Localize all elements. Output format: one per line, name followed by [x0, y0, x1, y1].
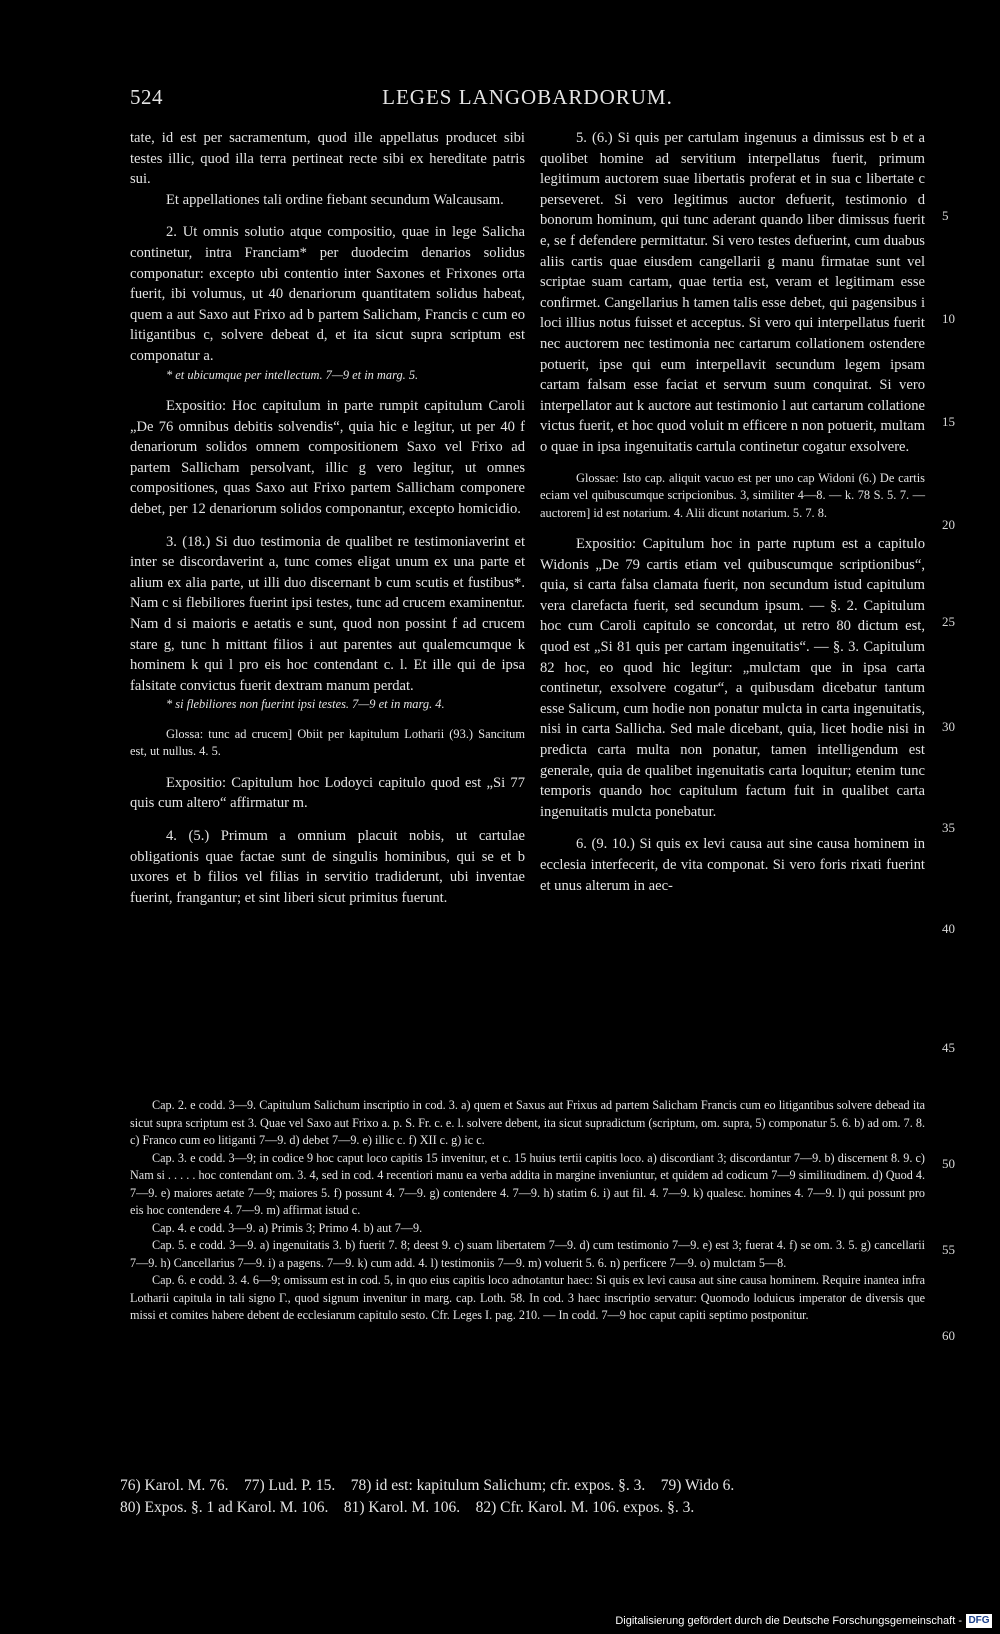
right-column — [540, 128, 925, 896]
paragraph: Et appellationes tali ordine fiebant secundum Walcausam. — [166, 191, 504, 208]
line-number: 20 — [942, 517, 955, 532]
glossa: Glossa: tunc ad crucem] Obiit per kapitulum Lotharii (93.) Sancitum est, ut nullus. 4. 5. — [130, 726, 525, 759]
footer-text: Digitalisierung gefördert durch die Deutsche Forschungsgemeinschaft - — [615, 1615, 962, 1627]
apparatus-entry: Cap. 6. e codd. 3. 4. 6—9; omissum est in cod. 5, in quo eius capitis loco adnotantur haec: Si quis ex levi causa aut sine causa hominem. Require inantea infra Lotharii capitula in tali signo Γ., quod signum invenitur in marg. cap. Loth. 58. In cod. 3 haec inscriptio servatur: Quomodo loduicus imperator de diversis que missi et comites habere debent de ecclesiarum capitulo sesto. Cfr. Leges I. pag. 210. — In codd. 7—9 hoc caput capiti septimo postponitur. — [130, 1273, 925, 1322]
expositio: Expositio: Hoc capitulum in parte rumpit capitulum Caroli „De 76 omnibus debitis solvendis“, quia hic e legitur, ut per 40 f denariorum solidos omnem compositionem Saxo vel Frixo ad partem Sallicham persolvant, illic g vero legitur, ut omnes compositiones, quas Saxo aut Frixo partem Sallicham componere debet, per 12 denariorum solidos componantur, excepto homicidio. — [130, 398, 525, 517]
line-number: 15 — [942, 414, 955, 429]
apparatus-entry: Cap. 2. e codd. 3—9. Capitulum Salichum inscriptio in cod. 3. a) quem et Saxus aut Frixus ad partem Salicham Francis cum eo litigantibus solvere debead ita sicut supra scriptum est 3. Quae vel Saxo aut Frixo a. p. S. Fr. c. e. l. solvere debent, ita sicut supradictum (scriptum, om. supra, 5) componatur 5. 6. b) ad om. 7. 8. c) Franco cum eo litiganti 7—9. d) debet 7—9. e) illic c. f) XII c. g) ic c. — [130, 1098, 925, 1147]
running-title: LEGES LANGOBARDORUM. — [382, 85, 673, 109]
line-number: 45 — [942, 1040, 955, 1055]
page-header — [130, 85, 925, 115]
chapter-2: 2. Ut omnis solutio atque compositio, quae in lege Salicha continetur, intra Franciam* per duodecim denarios solidus componatur: excepto ubi contentio inter Saxones et Frixones orta fuerit, ibi volumus, ut 40 denariorum quantitatem solidus habeat, quem a aut Saxo aut Frixo ad b partem Salicham, Francis c cum eo litigantibus c, solvere debeat d, et ita sicut supra scriptum est componatur a. — [130, 224, 525, 364]
line-number: 25 — [942, 614, 955, 629]
line-number: 5 — [942, 208, 949, 223]
footnote-inline: * et ubicumque per intellectum. 7—9 et in marg. 5. — [166, 367, 419, 382]
apparatus-entry: Cap. 3. e codd. 3—9; in codice 9 hoc caput loco capitis 15 invenitur, et c. 15 huius tertii capitis loco. a) discordiant 3; discordantur 7—9. b) discernent 8. 9. c) Nam si . . . . . hoc contendant om. 3. 4, sed in cod. 4 recentiori manu ea verba addita in margine inveniuntur, et quidem ad codicum 7—9 similitudinem. d) Quod 4. 7—9. e) maiores aetate 7—9; maiores 5. f) possunt 4. 7—9. g) contendere 4. 7—9. h) statim 6. i) aut fil. 4. 7—9. k) qualesc. homines 4. 7—9. l) qui possunt pro eis hoc contendere 4. 7—9. m) affirmat istud c. — [130, 1150, 925, 1217]
chapter-3: 3. (18.) Si duo testimonia de qualibet re testimoniaverint et inter se discordaverint a, tunc comes eligat unum ex una parte et alium ex alia parte, ut illi duo discernant b cum scutis et fustibus*. Nam c si flebiliores fuerint ipsi testes, tunc ad crucem examinentur. Nam d si maioris e aetatis e sunt, quod non possint f ad crucem stare g, tunc h mittant filios i aut parentes aut qualemcumque k hominem k qui l pro eis hoc contendant c. l. Et ille qui de ipsa falsitate convictus fuerit dextram manum perdat. — [130, 533, 525, 694]
glossae: Glossae: Isto cap. aliquit vacuo est per uno cap Widoni (6.) De cartis eciam vel quibuscumque scripcionibus. 3, similiter 4—8. — k. 78 S. 5. 7. — auctorem] id est notarium. 4. Alii dicunt notarium. 5. 7. 8. — [540, 470, 925, 520]
expositio: Expositio: Capitulum hoc Lodoyci capitulo quod est „Si 77 quis cum altero“ affirmatur m. — [130, 774, 525, 812]
chapter-5: 5. (6.) Si quis per cartulam ingenuus a dimissus est b et a quolibet homine ad servitium interpellatus fuerit, primum legitimum auctorem suae libertatis proferat et in sua c libertate c perseveret. Si vero legitimus auctor defuerit, testimonio d bonorum hominum, qui tunc aderant quando liber dimissus fuerit e, se f defendere permittatur. Si vero testes defuerint, cum duabus aliis cartis quae eiusdem cangellarii g manu firmatae sunt vel scriptae suam cartam, quae tertia est, veram et legitimam esse confirmet. Cangellarius h tamen talis esse debet, qui pagensibus i loci illius notus fuisset et acceptus. Si vero qui interpellatus fuerit nec auctorem nec testimonia nec cartarum collationem ostendere potuerit, ipse qui eum interpellavit secundum legem ipsam cartam falsam esse faciat et servum suum conquirat. Si vero interpellator aut k auctore aut testimonio l aut cartarum collatione victus fuerit, et hoc quod voluit m efficere n non potuerit, multam o quae in ipsa ingenuitatis cartula continetur cogatur exsolvere. — [540, 130, 925, 455]
apparatus-entry: Cap. 5. e codd. 3—9. a) ingenuitatis 3. b) fuerit 7. 8; deest 9. c) suam libertatem 7—9. d) cum testimonio 7—9. e) est 3; fuerat 4. f) se om. 3. 5. g) cancellarii 7—9. h) Cancellarius 7—9. i) a pagens. 7—9. k) cum add. 4. l) testimoniis 7—9. m) voluerit 5. 6. n) perficere 7—9. o) mulctam 5—8. — [130, 1238, 925, 1270]
chapter-4: 4. (5.) Primum a omnium placuit nobis, ut cartulae obligationis quae factae sunt de singulis hominibus, qui se et b uxores et b filios vel filias in servitio tradiderunt, ubi inventae fuerint, frangantur; et sint liberi sicut primitus fuerunt. — [130, 828, 525, 906]
funding-footer — [615, 1612, 992, 1630]
line-number: 35 — [942, 820, 955, 835]
left-column — [130, 128, 525, 908]
line-number: 50 — [942, 1156, 955, 1171]
page-number: 524 — [130, 85, 163, 109]
expositio: Expositio: Capitulum hoc in parte ruptum est a capitulo Widonis „De 79 cartis etiam vel quibuscumque scriptionibus“, quia, si carta falsa clamata fuerit, non secundum istud capitulum vera clarefacta fuerit, sed secundum ipsum. — §. 2. Capitulum hoc cum Caroli capitulo se concordat, ut retro 80 dictum est, quod est „Si 81 quis per cartam ingenuitatis“. — §. 3. Capitulum 82 hoc, eo quod hic legitur: „mulctam que in ipsa carta continetur, exsolvere cogatur“, a quibusdam dicebatur tantum esse Salicum, cum hodie non ponatur mulcta in carta ingenuitatis, nisi in carta Sallicha. Sed male dicebant, quia, licet hodie nisi in predicta carta multa non ponatur, tamen intelligendum est generale, quia de qualibet ingenuitatis carta loquitur; etenim tunc temporis quando hoc capitulum factum fuit in qualibet carta ingenuitatis mulcta ponebatur. — [540, 536, 925, 820]
critical-apparatus — [130, 1097, 925, 1325]
footnote-inline: * si flebiliores non fuerint ipsi testes. 7—9 et in marg. 4. — [166, 697, 445, 712]
endnote-line: 76) Karol. M. 76. 77) Lud. P. 15. 78) id est: kapitulum Salichum; cfr. expos. §. 3. 79) Wido 6. — [120, 1477, 735, 1494]
endnotes — [120, 1475, 930, 1519]
chapter-6: 6. (9. 10.) Si quis ex levi causa aut sine causa hominem in ecclesia interfecerit, de vita componat. Si vero foris rixati fuerint et unus alterum in aec- — [540, 836, 925, 894]
endnote-line: 80) Expos. §. 1 ad Karol. M. 106. 81) Karol. M. 106. 82) Cfr. Karol. M. 106. expos. §. 3. — [120, 1499, 695, 1516]
line-number: 60 — [942, 1328, 955, 1343]
line-number: 30 — [942, 719, 955, 734]
line-number: 10 — [942, 311, 955, 326]
dfg-logo: DFG — [966, 1614, 992, 1628]
paragraph: tate, id est per sacramentum, quod ille appellatus producet sibi testes illic, quod illa terra pertineat recte sibi ex hereditate patris sui. — [130, 130, 525, 188]
line-number: 40 — [942, 921, 955, 936]
apparatus-entry: Cap. 4. e codd. 3—9. a) Primis 3; Primo 4. b) aut 7—9. — [152, 1220, 423, 1235]
line-number: 55 — [942, 1242, 955, 1257]
